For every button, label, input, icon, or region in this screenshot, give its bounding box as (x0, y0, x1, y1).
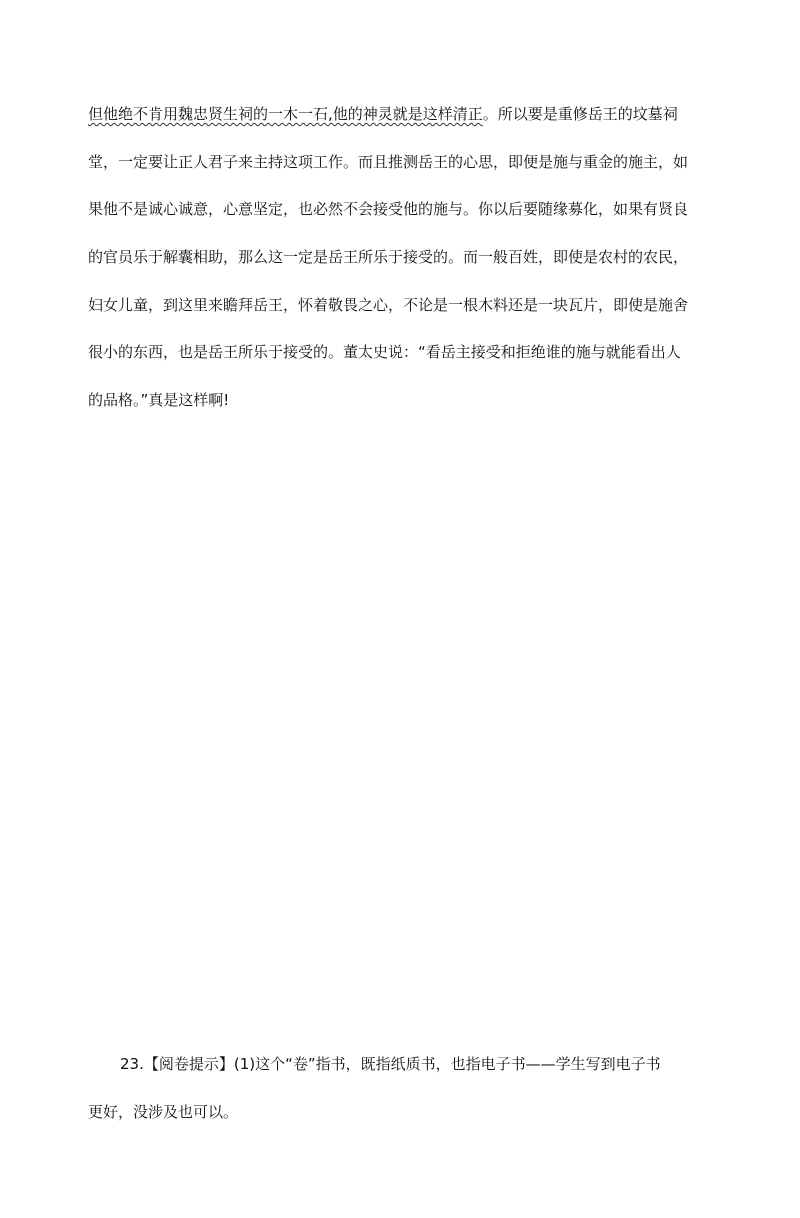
wavy-underlined-text: 但他绝不肯用魏忠贤生祠的一木一石,他的神灵就是这样清正 (88, 105, 483, 123)
text-line (88, 98, 728, 130)
text-line: 很小的东西，也是岳王所乐于接受的。董太史说：“看岳主接受和拒绝谁的施与就能看出人 (88, 343, 681, 362)
text-line: 堂，一定要让正人君子来主持这项工作。而且推测岳王的心思，即便是施与重金的施主，如 (88, 152, 689, 171)
grading-hint-paragraph (88, 1048, 728, 1143)
text-line: 的官员乐于解囊相助，那么这一定是岳王所乐于接受的。而一般百姓，即使是农村的农民， (88, 248, 689, 267)
text-line: 的品格。”真是这样啊! (88, 391, 230, 410)
text-line: 果他不是诚心诚意，心意坚定，也必然不会接受他的施与。你以后要随缘募化，如果有贤良 (88, 200, 689, 219)
text-line: 更好，没涉及也可以。 (88, 1102, 239, 1121)
text-run: 。所以要是重修岳王的坟墓祠 (482, 105, 678, 123)
translation-paragraph (88, 98, 728, 432)
text-line: 妇女儿童，到这里来瞻拜岳王，怀着敬畏之心，不论是一根木料还是一块瓦片，即使是施舍 (88, 295, 689, 314)
text-line: 23.【阅卷提示】(1)这个“卷”指书，既指纸质书，也指电子书——学生写到电子书 (120, 1055, 661, 1073)
